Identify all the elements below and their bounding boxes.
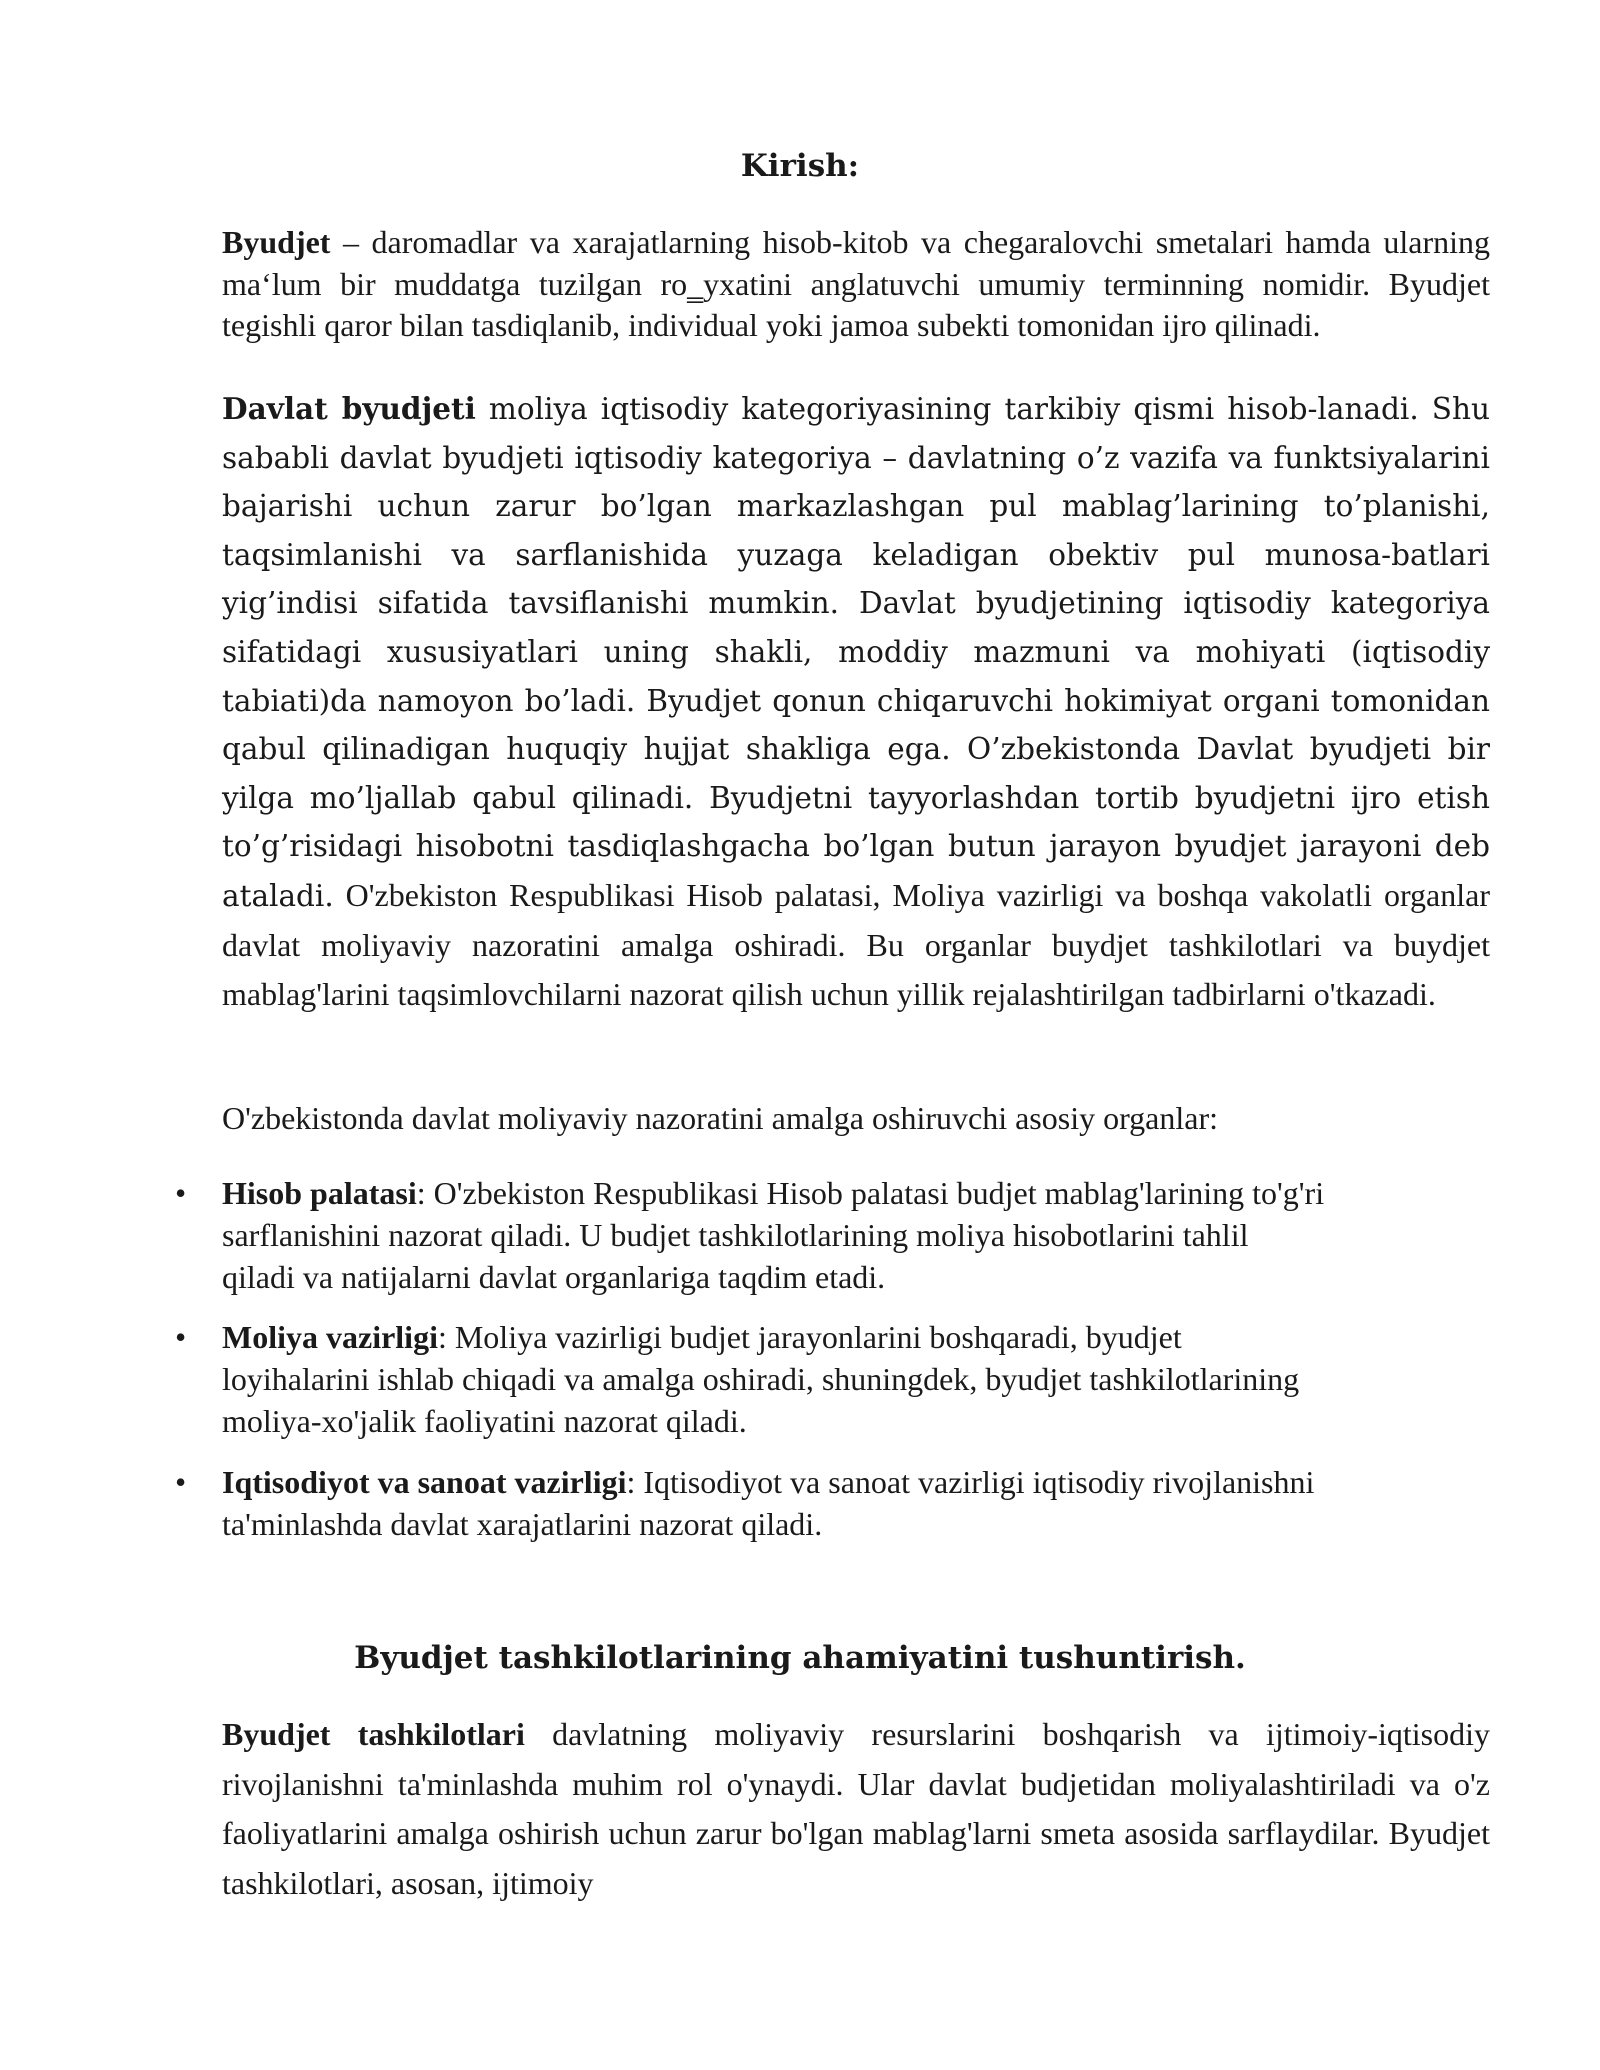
list-item-term: Iqtisodiyot va sanoat vazirligi xyxy=(222,1464,627,1500)
list-item-hisob-palatasi xyxy=(222,1172,1522,1298)
list-item-text: : O'zbekiston Respublikasi Hisob palatasi budjet mablag'larining to'g'ri xyxy=(416,1175,1325,1211)
heading-kirish: Kirish: xyxy=(740,148,860,184)
list-item-moliya-vazirligi xyxy=(222,1316,1522,1442)
paragraph-byudjet-tashkilotlari xyxy=(222,1710,1490,1908)
list-item-text-line3: moliya-xo'jalik faoliyatini nazorat qiladi. xyxy=(222,1403,747,1439)
bullet-marker: • xyxy=(175,1319,187,1355)
paragraph-organs-intro: O'zbekistonda davlat moliyaviy nazoratini amalga oshiruvchi asosiy organlar: xyxy=(222,1100,1219,1136)
term-davlat-byudjeti: Davlat byudjeti xyxy=(222,391,476,426)
paragraph-byudjet-definition xyxy=(222,222,1490,347)
list-item-text: : Moliya vazirligi budjet jarayonlarini boshqaradi, byudjet xyxy=(437,1319,1182,1355)
list-item-text-line2: ta'minlashda davlat xarajatlarini nazorat qiladi. xyxy=(222,1506,823,1542)
paragraph-text-continued: O'zbekiston Respublikasi Hisob palatasi, Moliya vazirligi va boshqa vakolatli organlar davlat moliyaviy nazoratini amalga oshiradi. Bu organlar buydjet tashkilotlari va buydjet mablag'larini taqsimlovchilarni nazorat qilish uchun yillik rejalashtirilgan tadbirlarni o'tkazadi. xyxy=(222,876,1490,1013)
paragraph-davlat-byudjeti xyxy=(222,385,1490,1020)
bullet-marker: • xyxy=(175,1464,187,1500)
list-item-term: Moliya vazirligi xyxy=(222,1319,438,1355)
list-item-term: Hisob palatasi xyxy=(222,1175,417,1211)
term-byudjet-tashkilotlari: Byudjet tashkilotlari xyxy=(222,1716,525,1752)
heading-byudjet-tashkilotlari: Byudjet tashkilotlarining ahamiyatini tushuntirish. xyxy=(354,1640,1246,1676)
bullet-marker: • xyxy=(175,1175,187,1211)
paragraph-text: davlatning moliyaviy resurslarini boshqarish va ijtimoiy-iqtisodiy rivojlanishni ta'minlashda muhim rol o'ynaydi. Ular davlat budjetidan moliyalashtiriladi va o'z faoliyatlarini amalga oshirish uchun zarur bo'lgan mablag'larni smeta asosida sarflaydilar. Byudjet tashkilotlari, asosan, ijtimoiy xyxy=(222,1716,1490,1901)
list-item-iqtisodiyot-vazirligi xyxy=(222,1461,1522,1545)
list-item-text-line2: sarflanishini nazorat qiladi. U budjet tashkilotlarining moliya hisobotlarini tahlil xyxy=(222,1217,1249,1253)
list-item-text-line2: loyihalarini ishlab chiqadi va amalga oshiradi, shuningdek, byudjet tashkilotlarining xyxy=(222,1361,1300,1397)
paragraph-text: – daromadlar va xarajatlarning hisob-kitob va chegaralovchi smetalari hamda ularning maʻlum bir muddatga tuzilgan ro‗yxatini anglatuvchi umumiy terminning nomidir. Byudjet tegishli qaror bilan tasdiqlanib, individual yoki jamoa subekti tomonidan ijro qilinadi. xyxy=(222,224,1490,343)
list-item-text: : Iqtisodiyot va sanoat vazirligi iqtisodiy rivojlanishni xyxy=(626,1464,1315,1500)
paragraph-text: moliya iqtisodiy kategoriyasining tarkibiy qismi hisob-lanadi. Shu sababli davlat byudjeti iqtisodiy kategoriya – davlatning o’z vazifa va funktsiyalarini bajarishi uchun zarur bo’lgan markazlashgan pul mablag’larining to’planishi, taqsimlanishi va sarflanishida yuzaga keladigan obektiv pul munosa-batlari yig’indisi sifatida tavsiflanishi mumkin. Davlat byudjetining iqtisodiy kategoriya sifatidagi xususiyatlari uning shakli, moddiy mazmuni va mohiyati (iqtisodiy tabiati)da namoyon bo’ladi. Byudjet qonun chiqaruvchi hokimiyat organi tomonidan qabul qilinadigan huquqiy hujjat shakliga ega. O’zbekistonda Davlat byudjeti bir yilga mo’ljallab qabul qilinadi. Byudjetni tayyorlashdan tortib byudjetni ijro etish to’g’risidagi hisobotni tasdiqlashgacha bo’lgan butun jarayon byudjet jarayoni deb ataladi. xyxy=(222,392,1490,913)
term-byudjet: Byudjet xyxy=(222,224,331,260)
list-item-text-line3: qiladi va natijalarni davlat organlariga taqdim etadi. xyxy=(222,1259,886,1295)
